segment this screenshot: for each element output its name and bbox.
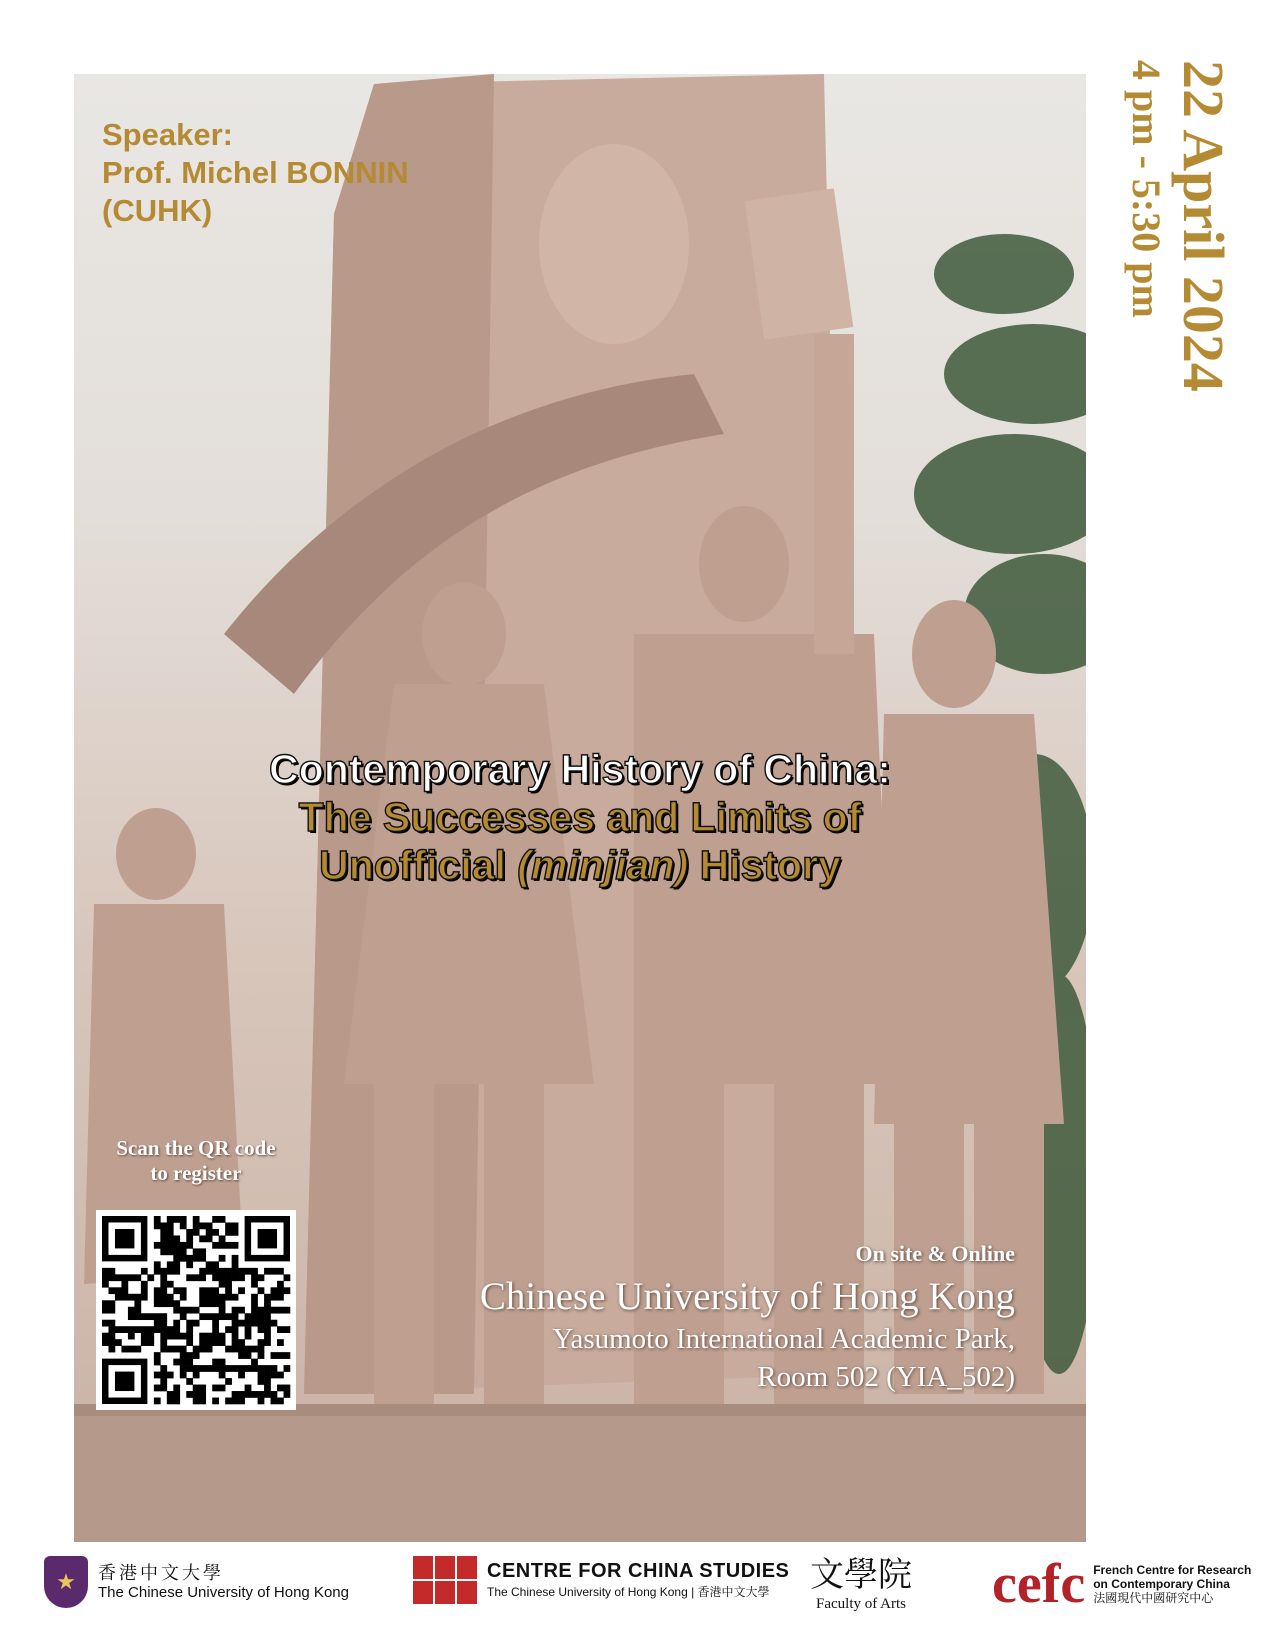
sponsor-footer — [0, 1553, 1275, 1650]
registration-qr-code[interactable] — [96, 1210, 296, 1410]
cuhk-name-zh: 香港中文大學 — [98, 1563, 224, 1583]
qr-code-icon — [96, 1210, 296, 1410]
title-line-1: Contemporary History of China: — [269, 746, 891, 792]
arts-caption: Faculty of Arts — [816, 1596, 906, 1612]
speaker-block — [102, 116, 409, 230]
venue-room: Room 502 (YIA_502) — [757, 1361, 1015, 1393]
venue-institution: Chinese University of Hong Kong — [479, 1275, 1015, 1318]
cefc-logo — [992, 1553, 1252, 1615]
qr-caption-line-1: Scan the QR code — [116, 1136, 276, 1160]
cefc-wordmark: cefc — [992, 1553, 1086, 1615]
qr-caption-line-2: to register — [150, 1161, 242, 1185]
cefc-line-2: on Contemporary China — [1093, 1577, 1230, 1591]
ccs-logo — [413, 1556, 789, 1604]
title-line-3 — [140, 841, 1020, 889]
event-datetime — [1096, 60, 1236, 560]
cuhk-name-en: The Chinese University of Hong Kong — [98, 1584, 349, 1601]
faculty-of-arts-logo — [810, 1556, 912, 1613]
qr-caption — [96, 1136, 296, 1186]
title-line-3-em: (minjian) — [517, 842, 689, 888]
cuhk-crest-icon: ★ — [44, 1556, 88, 1608]
plinth — [74, 1404, 1086, 1542]
speaker-label: Speaker: — [102, 117, 233, 152]
event-time: 4 pm - 5:30 pm — [1124, 60, 1169, 318]
venue-mode: On site & Online — [855, 1241, 1015, 1266]
ccs-title: CENTRE FOR CHINA STUDIES — [487, 1560, 790, 1582]
arts-glyph: 文學院 — [810, 1557, 912, 1594]
title-line-2: The Successes and Limits of — [298, 794, 862, 840]
cuhk-logo — [44, 1556, 349, 1608]
speaker-name: Prof. Michel BONNIN — [102, 155, 409, 190]
speaker-affiliation: (CUHK) — [102, 193, 213, 228]
cefc-line-1: French Centre for Research — [1093, 1563, 1252, 1577]
cefc-line-3: 法國現代中國研究中心 — [1093, 1591, 1214, 1605]
title-line-3-pre: Unofficial — [319, 842, 518, 888]
talk-title — [140, 745, 1020, 889]
ccs-mark-icon — [413, 1556, 477, 1604]
venue-building: Yasumoto International Academic Park, — [552, 1323, 1015, 1355]
title-line-3-post: History — [688, 842, 841, 888]
venue-block — [480, 1240, 1015, 1396]
event-date: 22 April 2024 — [1171, 60, 1236, 392]
ccs-subtitle: The Chinese University of Hong Kong | 香港中文大學 — [487, 1585, 770, 1599]
